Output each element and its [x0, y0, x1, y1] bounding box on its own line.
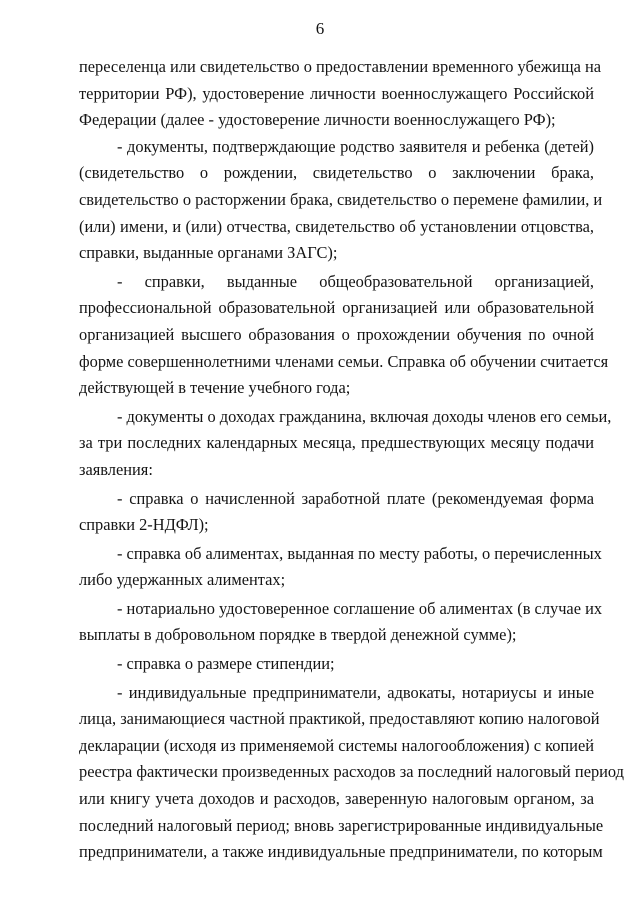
text-line: форме совершеннолетними членами семьи. Справка об обучении считается: [79, 351, 609, 371]
text-line: реестра фактически произведенных расходов за последний налоговый период: [79, 762, 624, 782]
text-line: заявления:: [79, 459, 153, 479]
text-line: либо удержанных алиментах;: [79, 570, 286, 590]
text-line: переселенца или свидетельство о предоставлении временного убежища на: [79, 57, 601, 76]
text-line: лица, занимающиеся частной практикой, предоставляют копию налоговой: [79, 709, 600, 729]
paragraph: [79, 404, 612, 484]
paragraph: [79, 486, 594, 539]
text-line: (или) имени, и (или) отчества, свидетельство об установлении отцовства,: [79, 216, 594, 236]
text-line: свидетельство о расторжении брака, свидетельство о перемене фамилии, и: [79, 189, 603, 209]
text-line: за три последних календарных месяца, предшествующих месяцу подачи: [79, 433, 594, 453]
text-line: - справка о начисленной заработной плате (рекомендуемая форма: [117, 488, 594, 508]
paragraph: [79, 651, 594, 678]
text-line: организацией высшего образования о прохождении обучения по очной: [79, 324, 594, 344]
text-line: (свидетельство о рождении, свидетельство о заключении брака,: [79, 163, 594, 183]
text-line: - индивидуальные предприниматели, адвокаты, нотариусы и иные: [117, 682, 594, 702]
paragraph: [79, 269, 609, 402]
text-line: предприниматели, а также индивидуальные предприниматели, по которым: [79, 842, 603, 862]
text-line: территории РФ), удостоверение личности военнослужащего Российской: [79, 83, 594, 103]
text-line: - справки, выданные общеобразовательной организацией,: [117, 271, 594, 291]
text-line: - нотариально удостоверенное соглашение об алиментах (в случае их: [117, 598, 603, 618]
text-line: справки, выданные органами ЗАГС);: [79, 243, 338, 263]
paragraph: [79, 680, 624, 866]
paragraph: [79, 54, 601, 134]
paragraph: [79, 134, 603, 267]
page-number: 6: [315, 19, 325, 38]
text-line: последний налоговый период; вновь зарегистрированные индивидуальные: [79, 815, 604, 835]
paragraph: [79, 541, 602, 594]
document-body: [79, 54, 624, 866]
text-line: - документы, подтверждающие родство заявителя и ребенка (детей): [117, 136, 594, 156]
text-line: действующей в течение учебного года;: [79, 378, 351, 398]
text-line: Федерации (далее - удостоверение личности военнослужащего РФ);: [79, 110, 556, 130]
text-line: профессиональной образовательной организацией или образовательной: [79, 298, 594, 318]
text-line: - документы о доходах гражданина, включая доходы членов его семьи,: [117, 406, 612, 426]
paragraph: [79, 596, 603, 649]
text-line: справки 2-НДФЛ);: [79, 515, 209, 535]
text-line: или книгу учета доходов и расходов, заверенную налоговым органом, за: [79, 789, 594, 809]
text-line: - справка о размере стипендии;: [117, 654, 335, 674]
text-line: декларации (исходя из применяемой системы налогообложения) с копией: [79, 735, 594, 755]
text-line: выплаты в добровольном порядке в твердой денежной сумме);: [79, 625, 517, 645]
text-line: - справка об алиментах, выданная по месту работы, о перечисленных: [117, 543, 602, 563]
